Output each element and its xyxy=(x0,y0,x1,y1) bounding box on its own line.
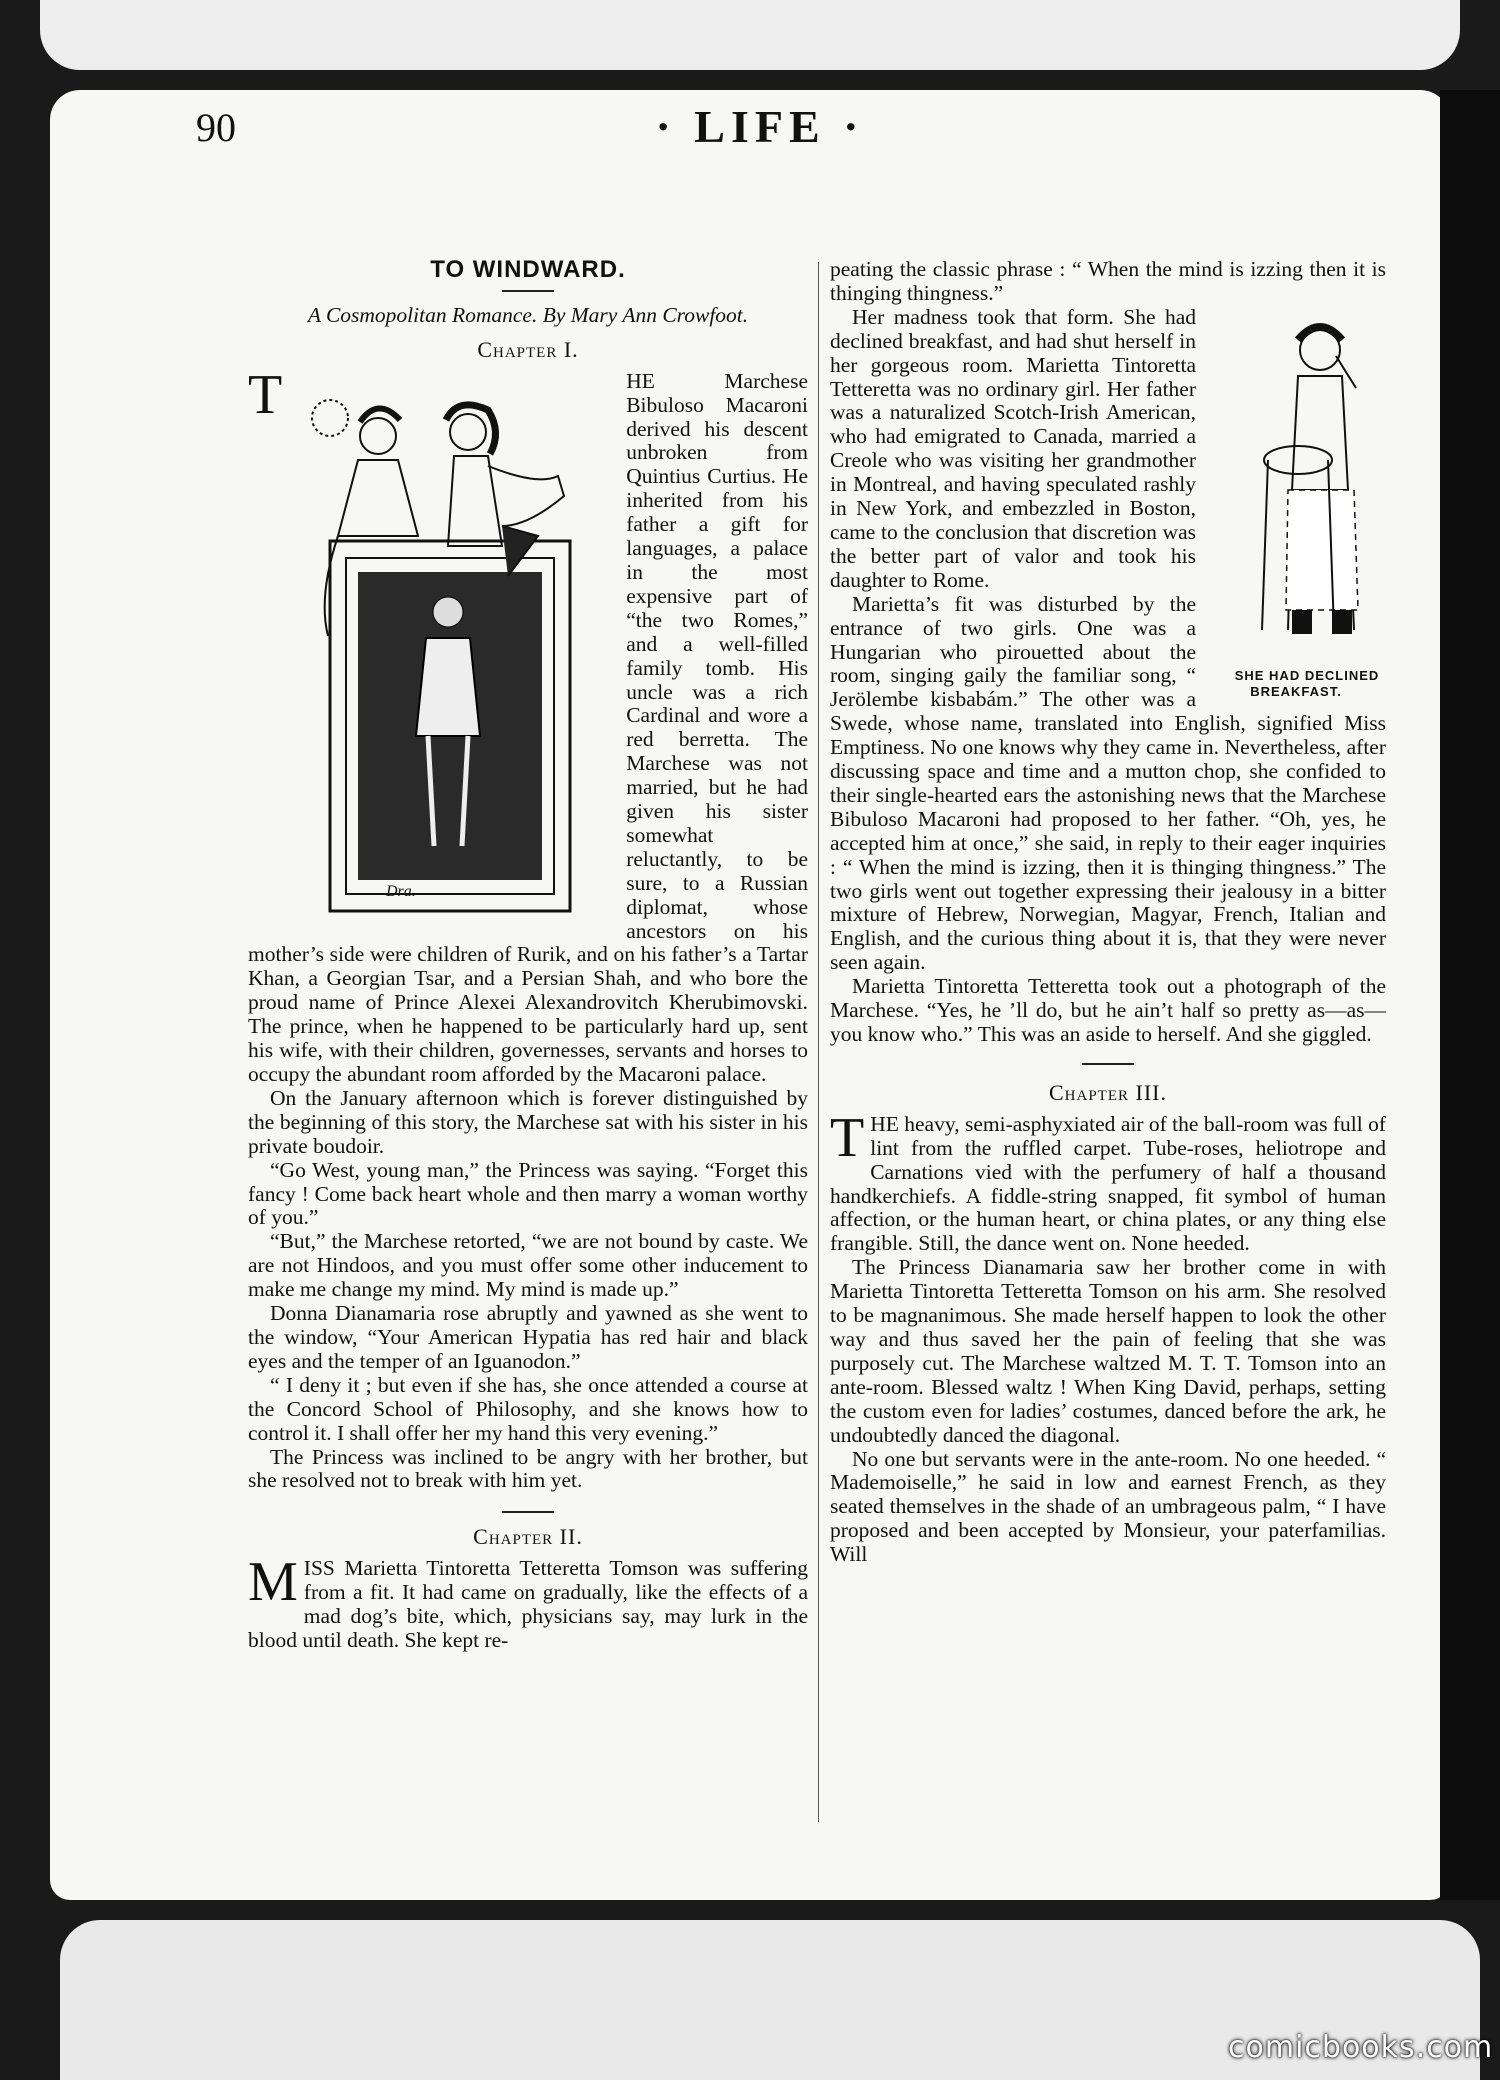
chapter-1-paragraph-5: Donna Dianamaria rose abruptly and yawned as she went to the window, “Your American Hypatia has red hair and black eyes and the temper of an Iguanodon.” xyxy=(248,1301,808,1373)
left-column xyxy=(248,258,808,1653)
illustration-caption: SHE HAD DECLINED BREAKFAST. xyxy=(1234,667,1380,699)
chapter-2-paragraph-1-text: ISS Marietta Tintoretta Tetteretta Tomson was suffering from a fit. It had came on gradually, like the effects of a mad dog’s bite, which, physicians say, may lurk in the blood until death. She kept re- xyxy=(248,1556,808,1652)
chapter-2-paragraph-4: Marietta Tintoretta Tetteretta took out a photograph of the Marchese. “Yes, he ’ll do, but he ain’t half so pretty as—as—you know who.” This was an aside to herself. And she giggled. xyxy=(830,974,1386,1046)
chapter-1-paragraph-3: “Go West, young man,” the Princess was saying. “Forget this fancy ! Come back heart whole and then marry a woman worthy of you.” xyxy=(248,1157,808,1230)
illustration-marchese-and-sister xyxy=(288,376,614,936)
marchese-sister-portrait-illustration xyxy=(288,376,614,936)
story-byline: A Cosmopolitan Romance. By Mary Ann Crowfoot. xyxy=(307,302,749,327)
drop-cap: T xyxy=(248,363,283,426)
chapter-2-paragraph-3: Marietta’s fit was disturbed by the entrance of two girls. One was a Hungarian who pirouetted about the room, singing gaily the familiar song, “ Jerölembe kisbabám.” The other was a Swede, whose name, translated into English, signified Miss Emptiness. No one knows why they came in. Nevertheless, after discussing space and time and a mutton chop, she confided to their single-hearted ears the astonishing news that the Marchese Bibuloso Macaroni had proposed to her father. “Oh, yes, he accepted him at once,” she said, in reply to their eager inquiries : “ When the mind is izzing, then it is thinging thingness.” The two girls went out together expressing their jealousy in a bitter mixture of Hebrew, Norwegian, Magyar, French, Italian and English, and the curious thing about it is, that they were never seen again. xyxy=(830,591,1386,975)
chapter-1-paragraph-2: On the January afternoon which is forever distinguished by the beginning of this story, the Marchese sat with his sister in his private boudoir. xyxy=(248,1085,808,1158)
chapter-2-heading: Chapter II. xyxy=(473,1524,583,1550)
chapter-1-heading: Chapter I. xyxy=(477,336,579,362)
chapter-1-paragraph-1-text: HE Marchese Bibuloso Macaroni derived his descent unbroken from Quintius Curtius. He inherited from his father a gift for languages, a palace in the most expensive part of “the two Romes,” and a well-filled family tomb. His uncle was a rich Cardinal and wore a red berretta. The Marchese was not married, but he had given his sister somewhat reluctantly, to be sure, to a Russian diplomat, whose ancestors on his mother’s side were children of Rurik, and on his father’s a Tartar Khan, a Georgian Tsar, and a Persian Shah, and who bore the proud name of Prince Alexei Alexandrovitch Kherubimovski. The prince, when he happened to be particularly hard up, sent his wife, with their children, governesses, servants and horses to occupy the abundant room afforded by the Macaroni palace. xyxy=(248,368,808,1086)
story-title: TO WINDWARD. xyxy=(430,256,626,283)
chapter-1-paragraph-7: The Princess was inclined to be angry with her brother, but she resolved not to break with him yet. xyxy=(248,1444,808,1493)
chapter-3-paragraph-3: No one but servants were in the ante-room. No one heeded. “ Mademoiselle,” he said in low and earnest French, as they seated themselves in the shade of an umbrageous palm, “ I have proposed and been accepted by Monsieur, your paterfamilias. Will xyxy=(830,1446,1386,1567)
chapter-2-paragraph-2 xyxy=(830,304,1386,699)
svg-text:Dra.: Dra. xyxy=(386,882,416,900)
chapter-3-paragraph-1-text: HE heavy, semi-asphyxiated air of the ball-room was full of lint from the ruffled carpet. Tube-roses, heliotrope and Carnations vied with the perfumery of half a thousand handkerchiefs. A fiddle-string snapped, fit symbol of human affection, or the human heart, or china plates, or any thing else frangible. Still, the dance went on. None heeded. xyxy=(830,1111,1386,1256)
magazine-masthead: · LIFE · xyxy=(655,101,865,152)
chapter-1-paragraph-4: “But,” the Marchese retorted, “we are not bound by caste. We are not Hindoos, and you must offer some other inducement to make me change my mind. My mind is made up.” xyxy=(248,1229,808,1302)
chapter-1-paragraph xyxy=(248,363,808,1087)
drop-cap: M xyxy=(248,1551,298,1614)
chapter-3-heading: Chapter III. xyxy=(1049,1079,1167,1105)
drop-cap: T xyxy=(830,1106,865,1169)
chapter-2-paragraph-2-text: Her madness took that form. She had declined breakfast, and had shut herself in her gorgeous room. Marietta Tintoretta Tetteretta was no ordinary girl. Her father was a naturalized Scotch-Irish American, who had emigrated to Canada, married a Creole who was visiting her grandmother in Montreal, and having speculated rashly in New York, and embezzled in Boston, came to the conclusion that discretion was the better part of valor and took his daughter to Rome. xyxy=(830,304,1196,592)
site-watermark: comicbooks.com xyxy=(1228,2030,1494,2065)
chapter-3-paragraph-1 xyxy=(830,1106,1386,1256)
chapter-2-paragraph-1-continued: peating the classic phrase : “ When the mind is izzing then it is thinging thingness.” xyxy=(830,257,1386,305)
illustration-she-had-declined-breakfast xyxy=(1206,310,1386,700)
title-rule xyxy=(502,290,554,292)
chapter-3-paragraph-2: The Princess Dianamaria saw her brother come in with Marietta Tintoretta Tetteretta Tomson on his arm. She resolved to be magnanimous. She made herself happen to look the other way and thus saved her the pain of feeling that she was purposely cut. The Marchese waltzed M. T. T. Tomson into an ante-room. Blessed waltz ! When King David, perhaps, setting the custom even for ladies’ costumes, danced before the ark, he undoubtedly danced the diagonal. xyxy=(830,1255,1386,1447)
chapter-rule xyxy=(1082,1063,1134,1065)
chapter-rule xyxy=(502,1511,554,1513)
chapter-2-paragraph-1 xyxy=(248,1551,808,1653)
page-number: 90 xyxy=(196,105,236,150)
declining-girl-illustration xyxy=(1228,310,1408,660)
column-divider xyxy=(818,262,819,1822)
scan-edge-top xyxy=(40,0,1460,70)
chapter-1-paragraph-6: “ I deny it ; but even if she has, she once attended a course at the Concord School of Philosophy, and she knows how to control it. I shall offer her my hand this very evening.” xyxy=(248,1372,808,1445)
scan-dark-margin xyxy=(1440,90,1500,1900)
right-column xyxy=(830,258,1386,1567)
